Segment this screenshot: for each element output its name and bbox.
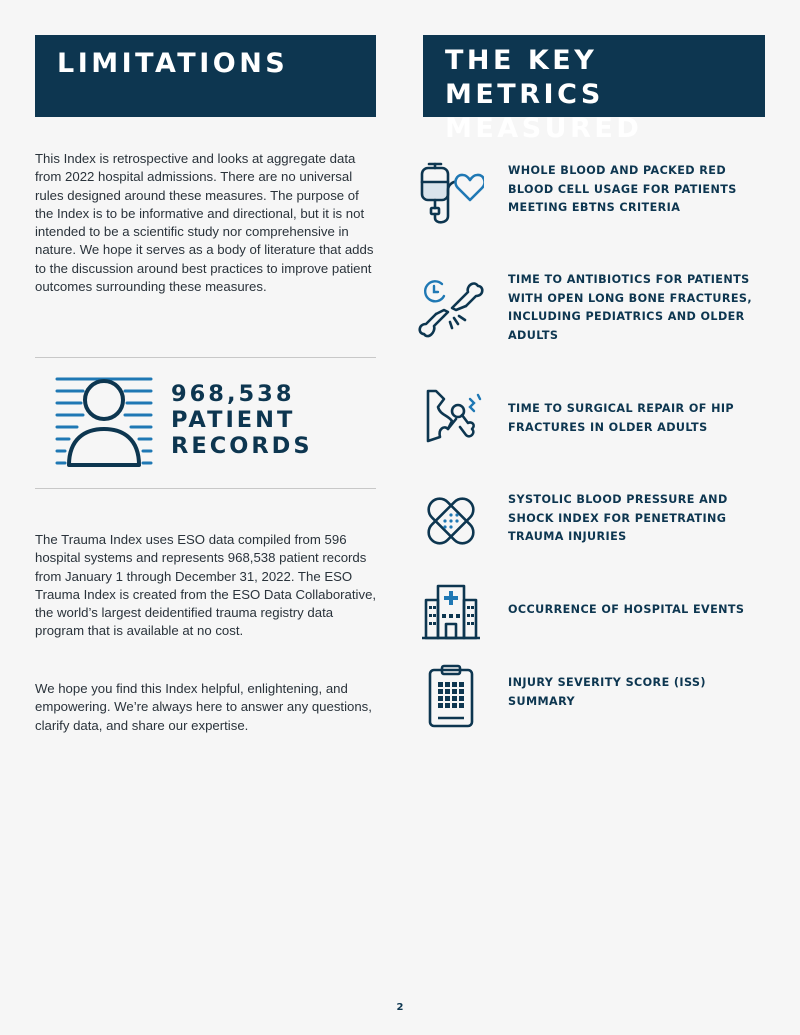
limitations-heading-text: LIMITATIONS [57, 48, 289, 79]
broken-bone-icon [418, 278, 484, 344]
divider-top [35, 357, 376, 358]
key-metrics-heading-line-1: THE KEY METRICS [445, 45, 604, 110]
metric-label-3: TIME TO SURGICAL REPAIR OF HIP FRACTURES IN OLDER ADULTS [508, 402, 735, 434]
metric-label-2: TIME TO ANTIBIOTICS FOR PATIENTS WITH OPEN LONG BONE FRACTURES, INCLUDING PEDIATRICS AND OLDER ADULTS [508, 273, 753, 342]
patient-record-icon [55, 375, 153, 469]
limitations-heading [35, 35, 376, 117]
patient-records-number: 968,538 [171, 381, 295, 407]
divider-bottom [35, 488, 376, 489]
closing-paragraph: We hope you find this Index helpful, enlightening, and empowering. We’re always here to answer any questions, clarify data, and share our expertise. [35, 681, 372, 733]
key-metrics-heading [423, 35, 765, 144]
metric-label-1: WHOLE BLOOD AND PACKED RED BLOOD CELL USAGE FOR PATIENTS MEETING EBTNS CRITERIA [508, 164, 737, 214]
key-metrics-heading-line-2: MEASURED [445, 113, 643, 144]
patient-records-label-1: PATIENT [171, 407, 296, 433]
hospital-icon [418, 580, 484, 646]
hip-fracture-icon [418, 385, 484, 451]
clipboard-icon [418, 664, 484, 730]
patient-records-label-2: RECORDS [171, 433, 313, 459]
limitations-paragraph: This Index is retrospective and looks at aggregate data from 2022 hospital admissions. There are no universal rules designed around these measures. The purpose of the Index is to be informative and directional, but it is not intended to be a scientific study nor comprehensive in nature. We hope it serves as a body of literature that adds to the discussion around best practices to improve patient outcomes surrounding these measures. [35, 151, 374, 295]
patient-records-stat [171, 381, 313, 459]
metric-label-5: OCCURRENCE OF HOSPITAL EVENTS [508, 603, 745, 616]
bandage-icon [418, 488, 484, 554]
metric-label-6: INJURY SEVERITY SCORE (ISS) SUMMARY [508, 676, 706, 708]
blood-bag-icon [418, 160, 484, 226]
metric-label-4: SYSTOLIC BLOOD PRESSURE AND SHOCK INDEX FOR PENETRATING TRAUMA INJURIES [508, 493, 728, 543]
page-number: 2 [396, 1002, 404, 1013]
trauma-index-paragraph: The Trauma Index uses ESO data compiled from 596 hospital systems and represents 968,538 patient records from January 1 through December 31, 2022. The ESO Trauma Index is created from the ESO Data Collaborative, the world’s largest deidentified trauma registry data program that is available at no cost. [35, 532, 377, 639]
